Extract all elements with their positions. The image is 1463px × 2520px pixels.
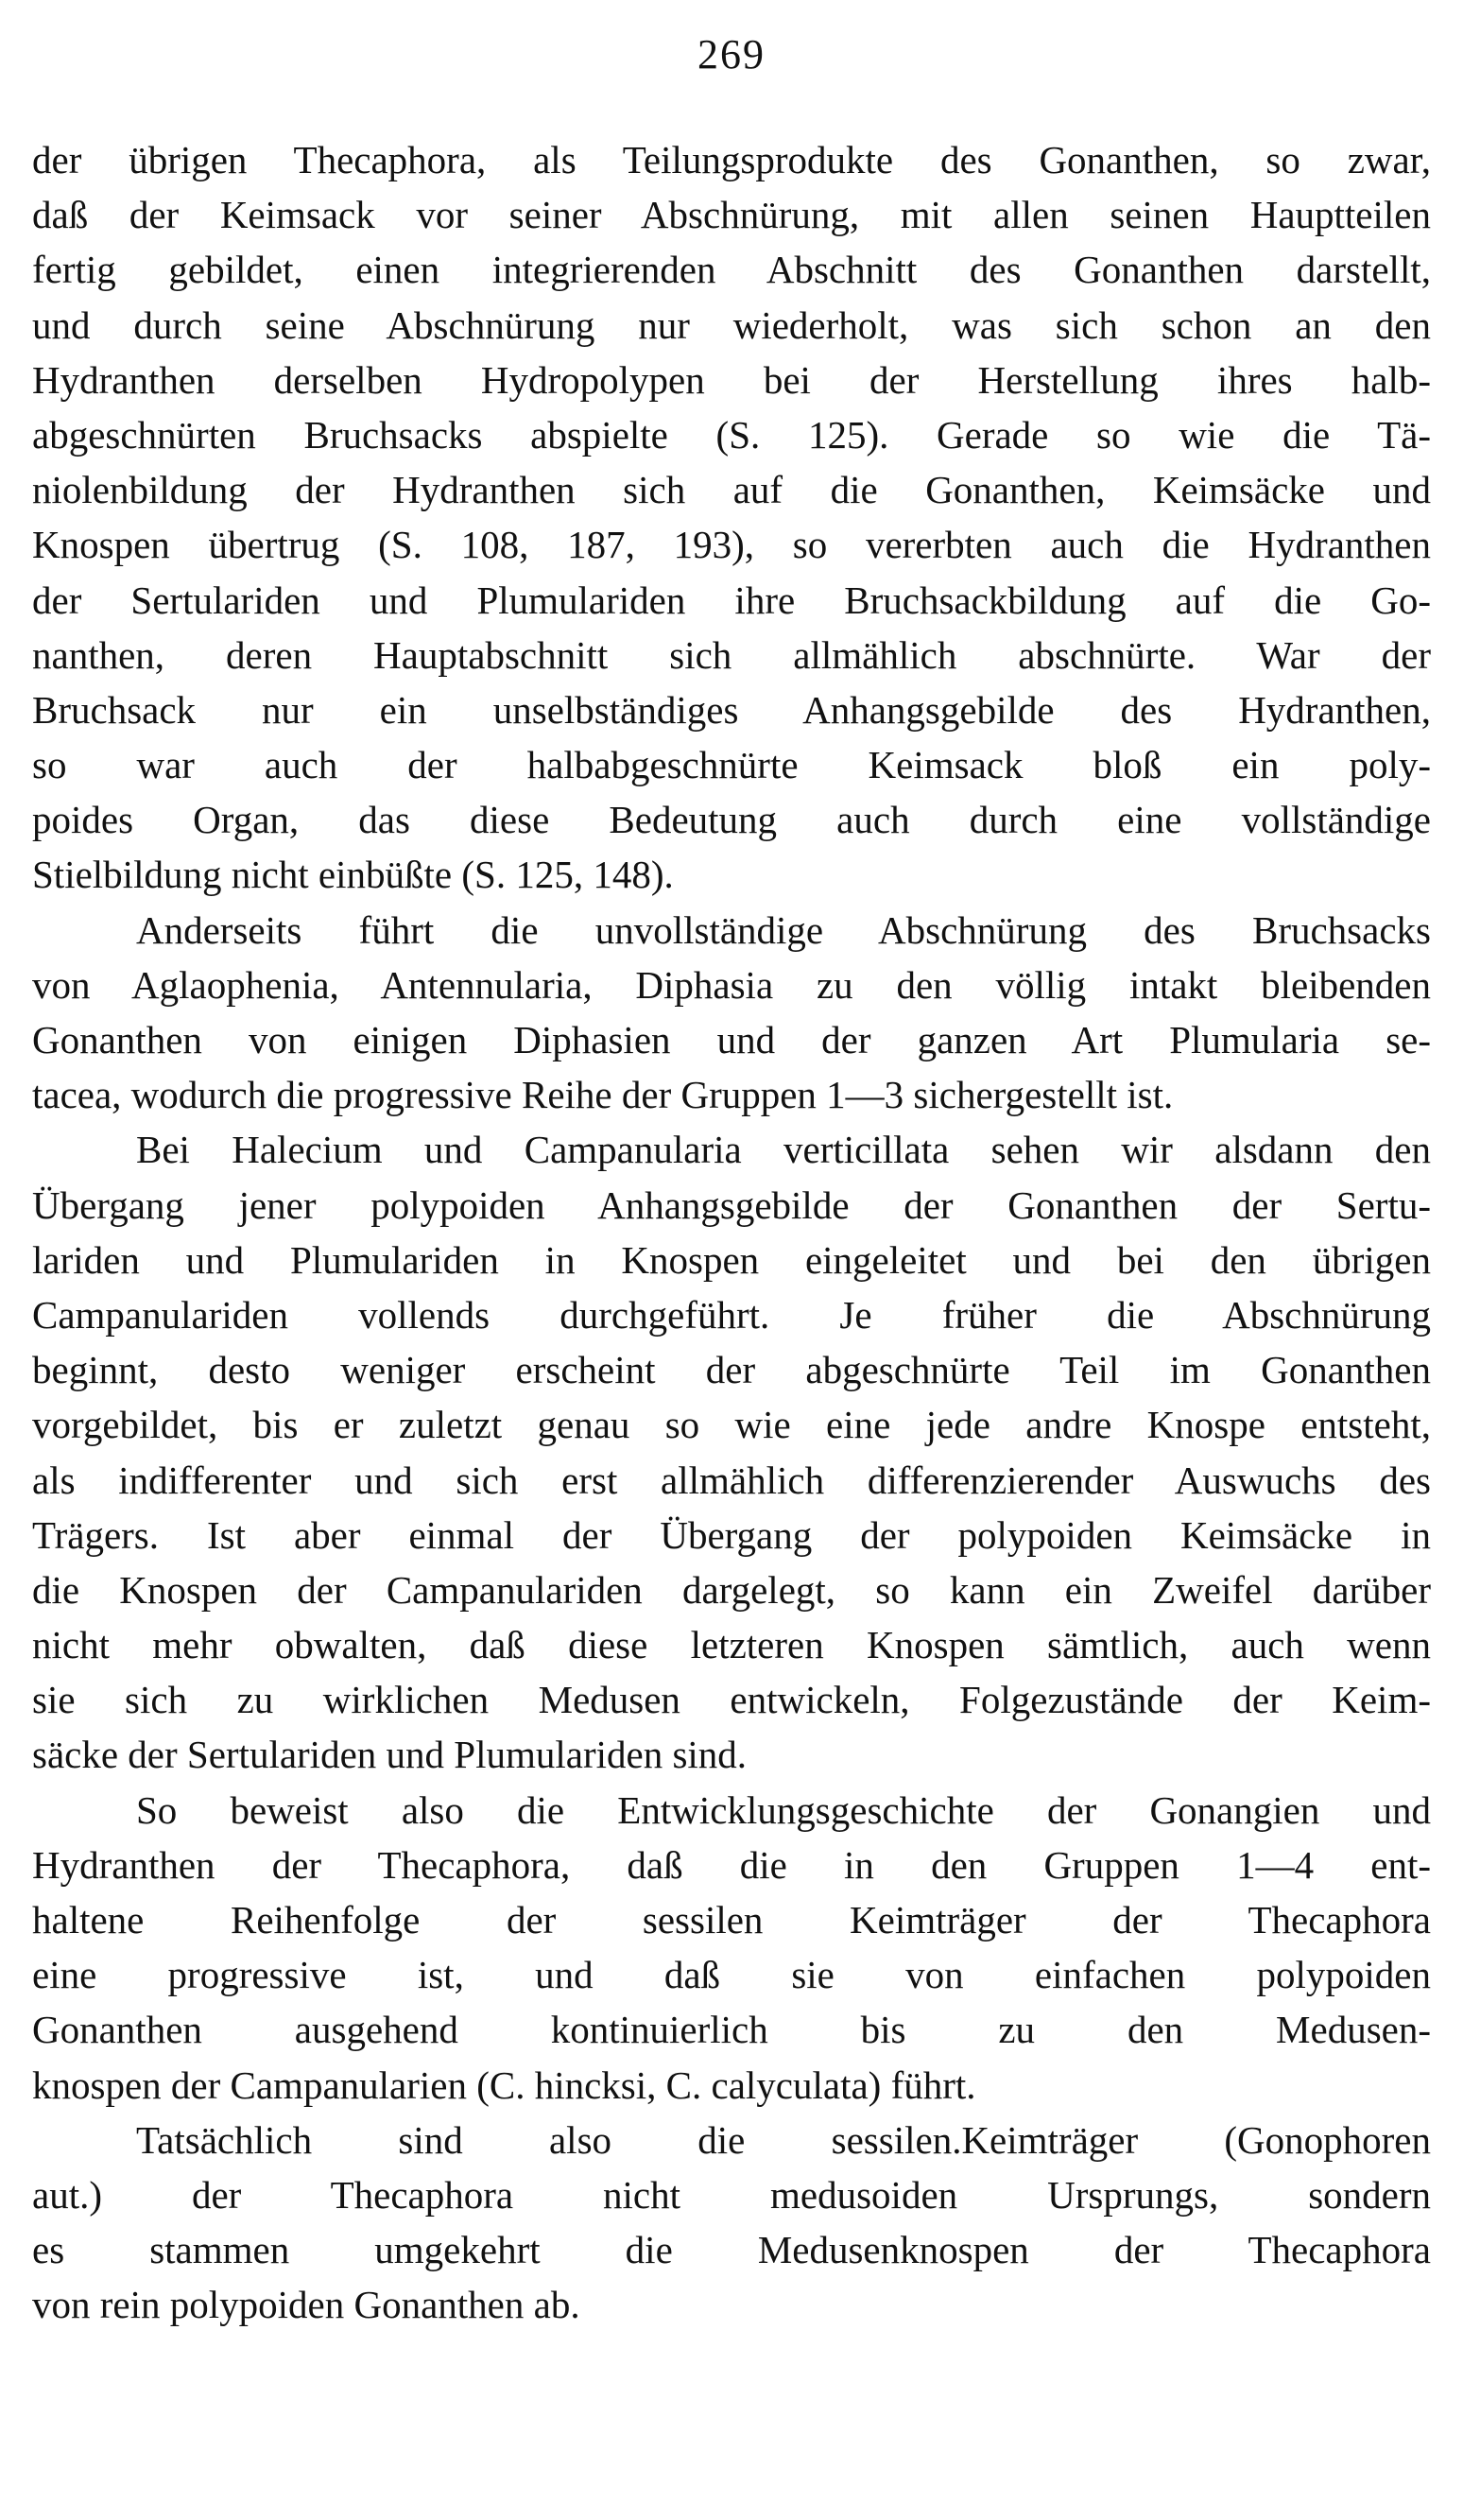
text-line: Trägers. Ist aber einmal der Übergang der polypoiden Keimsäcke in [32, 1512, 1431, 1557]
text-line: säcke der Sertulariden und Plumulariden sind. [32, 1733, 748, 1777]
text-line: abgeschnürten Bruchsacks abspielte (S. 125). Gerade so wie die Tä- [32, 412, 1431, 457]
text-line: fertig gebildet, einen integrierenden Abschnitt des Gonanthen darstellt, [32, 248, 1431, 292]
text-line: Übergang jener polypoiden Anhangsgebilde der Gonanthen der Sertu- [32, 1182, 1431, 1227]
text-line: Gonanthen ausgehend kontinuierlich bis zu den Medusen- [32, 2008, 1431, 2052]
text-line: Anderseits führt die unvollständige Abschnürung des Bruchsacks [136, 907, 1431, 952]
text-line: es stammen umgekehrt die Medusenknospen der Thecaphora [32, 2228, 1431, 2272]
text-line: nicht mehr obwalten, daß diese letzteren Knospen sämtlich, auch wenn [32, 1623, 1431, 1667]
text-line: beginnt, desto weniger erscheint der abgeschnürte Teil im Gonanthen [32, 1348, 1431, 1392]
text-line: nanthen, deren Hauptabschnitt sich allmählich abschnürte. War der [32, 632, 1431, 677]
text-line: Tatsächlich sind also die sessilen.Keimträger (Gonophoren [136, 2117, 1431, 2162]
text-line: vorgebildet, bis er zuletzt genau so wie eine jede andre Knospe entsteht, [32, 1403, 1431, 1447]
text-line: So beweist also die Entwicklungsgeschichte der Gonangien und [136, 1787, 1431, 1832]
text-line: eine progressive ist, und daß sie von einfachen polypoiden [32, 1953, 1431, 1997]
page-number: 269 [697, 31, 766, 78]
text-line: Hydranthen der Thecaphora, daß die in den Gruppen 1—4 ent- [32, 1842, 1431, 1887]
body-text [32, 132, 1431, 2333]
text-line: poides Organ, das diese Bedeutung auch durch eine vollständige [32, 798, 1431, 842]
text-line: tacea, wodurch die progressive Reihe der Gruppen 1—3 sichergestellt ist. [32, 1073, 1174, 1117]
text-line: Bruchsack nur ein unselbständiges Anhangsgebilde des Hydranthen, [32, 687, 1431, 732]
text-line: Bei Halecium und Campanularia verticillata sehen wir alsdann den [136, 1128, 1431, 1172]
text-line: Campanulariden vollends durchgeführt. Je früher die Abschnürung [32, 1292, 1431, 1337]
text-line: Gonanthen von einigen Diphasien und der ganzen Art Plumularia se- [32, 1018, 1431, 1062]
text-line: Knospen übertrug (S. 108, 187, 193), so vererbten auch die Hydranthen [32, 523, 1431, 567]
text-line: haltene Reihenfolge der sessilen Keimträger der Thecaphora [32, 1898, 1431, 1942]
text-line: niolenbildung der Hydranthen sich auf die Gonanthen, Keimsäcke und [32, 468, 1431, 512]
text-line: die Knospen der Campanulariden dargelegt, so kann ein Zweifel darüber [32, 1567, 1431, 1612]
text-line: aut.) der Thecaphora nicht medusoiden Ursprungs, sondern [32, 2172, 1431, 2217]
text-line: sie sich zu wirklichen Medusen entwickeln, Folgezustände der Keim- [32, 1678, 1431, 1722]
text-line: knospen der Campanularien (C. hincksi, C. calyculata) führt. [32, 2063, 976, 2107]
text-line: lariden und Plumulariden in Knospen eingeleitet und bei den übrigen [32, 1237, 1431, 1282]
text-line: von rein polypoiden Gonanthen ab. [32, 2283, 580, 2327]
text-line: der übrigen Thecaphora, als Teilungsprodukte des Gonanthen, so zwar, [32, 138, 1431, 181]
text-line: als indifferenter und sich erst allmählich differenzierender Auswuchs des [32, 1458, 1431, 1502]
text-line: der Sertulariden und Plumulariden ihre Bruchsackbildung auf die Go- [32, 578, 1431, 622]
text-line: und durch seine Abschnürung nur wiederholt, was sich schon an den [32, 302, 1431, 347]
text-line: so war auch der halbabgeschnürte Keimsack bloß ein poly- [32, 743, 1431, 787]
text-line: daß der Keimsack vor seiner Abschnürung, mit allen seinen Hauptteilen [32, 193, 1431, 237]
text-line: Stielbildung nicht einbüßte (S. 125, 148). [32, 853, 674, 897]
text-line: von Aglaophenia, Antennularia, Diphasia zu den völlig intakt bleibenden [32, 962, 1431, 1007]
text-line: Hydranthen derselben Hydropolypen bei der Herstellung ihres halb- [32, 357, 1431, 402]
